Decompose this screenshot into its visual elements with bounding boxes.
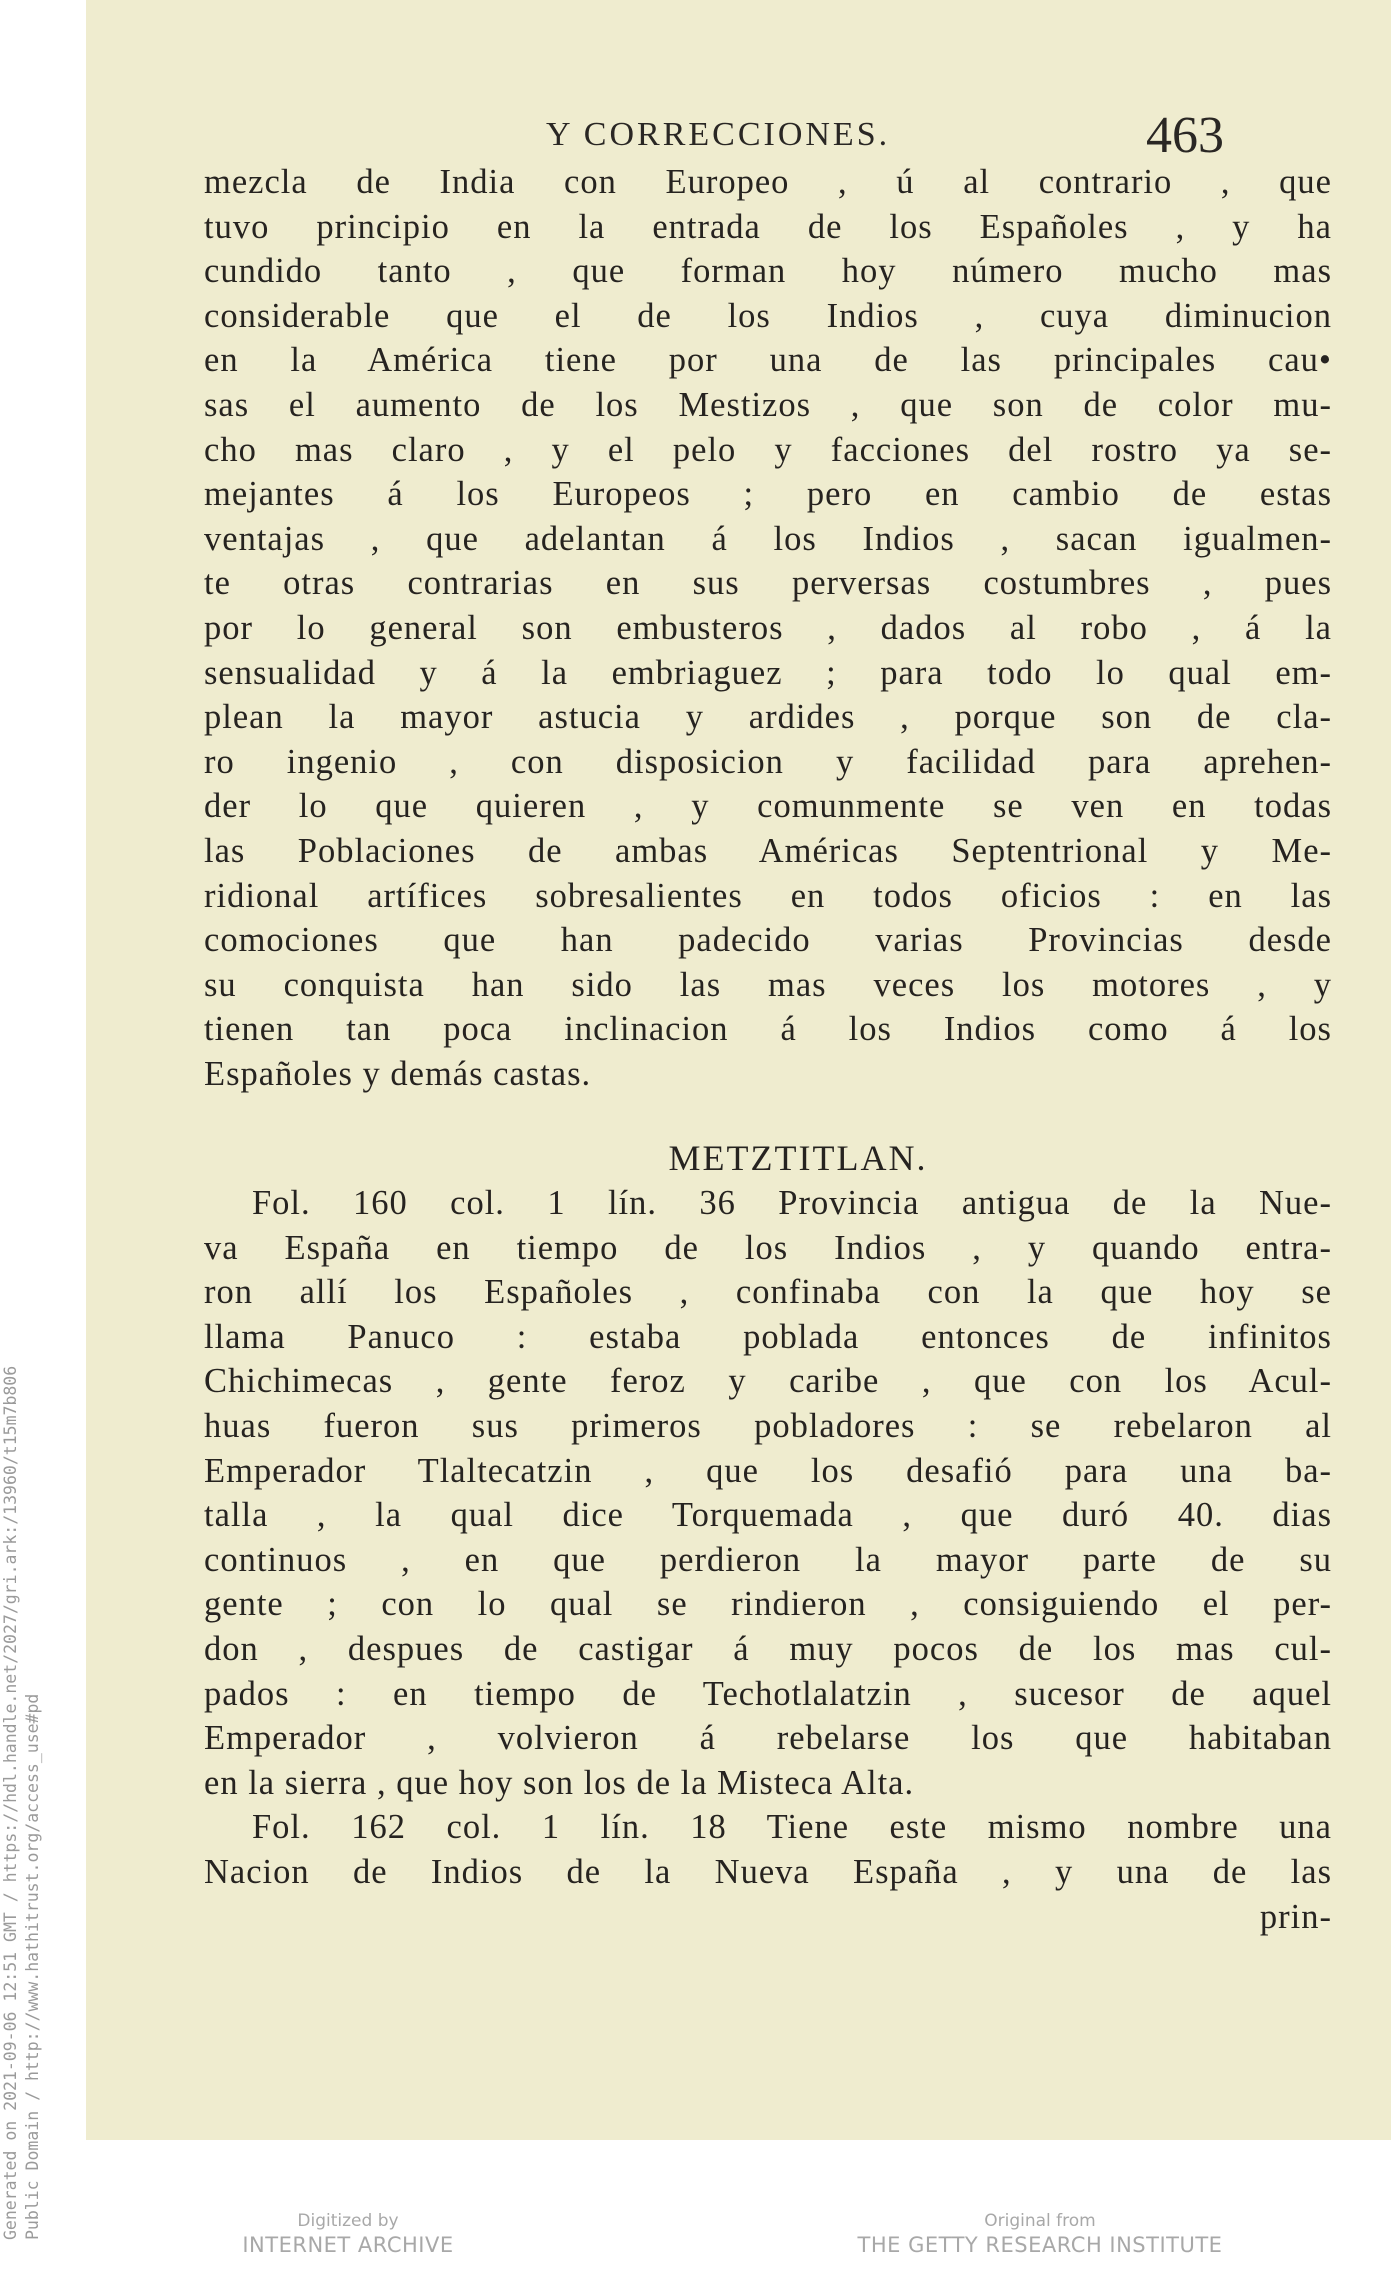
text-line: considerable que el de los Indios , cuya diminucion bbox=[204, 296, 1332, 335]
text-line: cho mas claro , y el pelo y facciones del rostro ya se- bbox=[204, 430, 1332, 469]
access-stamp-line-1: Generated on 2021-09-06 12:51 GMT / https://hdl.handle.net/2027/gri.ark:/13960/t15m7b806 bbox=[1, 1365, 20, 2240]
text-line: por lo general son embusteros , dados al robo , á la bbox=[204, 608, 1332, 647]
text-line: te otras contrarias en sus perversas costumbres , pues bbox=[204, 564, 1332, 603]
text-line: continuos , en que perdieron la mayor parte de su bbox=[204, 1540, 1332, 1579]
text-line: talla , la qual dice Torquemada , que duró 40. dias bbox=[204, 1496, 1332, 1535]
original-from-label: Original from bbox=[984, 2211, 1096, 2231]
section-heading: METZTITLAN. bbox=[668, 1138, 928, 1179]
text-line: comociones que han padecido varias Provincias desde bbox=[204, 921, 1332, 960]
getty-institute-label: THE GETTY RESEARCH INSTITUTE bbox=[857, 2233, 1223, 2257]
text-line: Emperador Tlaltecatzin , que los desafió para una ba- bbox=[204, 1451, 1332, 1490]
text-line: tuvo principio en la entrada de los Españoles , y ha bbox=[204, 207, 1332, 246]
text-line: tienen tan poca inclinacion á los Indios como á los bbox=[204, 1010, 1332, 1049]
original-from-credit bbox=[850, 2210, 1230, 2258]
body-text bbox=[204, 160, 1332, 1939]
text-line: Chichimecas , gente feroz y caribe , que con los Acul- bbox=[204, 1362, 1332, 1401]
book-page bbox=[86, 0, 1391, 2140]
text-line: mezcla de India con Europeo , ú al contrario , que bbox=[204, 163, 1332, 201]
text-line: Nacion de Indios de la Nueva España , y una de las bbox=[204, 1852, 1332, 1891]
text-line: Españoles y demás castas. bbox=[204, 1054, 592, 1093]
text-line: plean la mayor astucia y ardides , porque son de cla- bbox=[204, 698, 1332, 737]
text-line: pados : en tiempo de Techotlalatzin , sucesor de aquel bbox=[204, 1674, 1332, 1713]
text-line: va España en tiempo de los Indios , y quando entra- bbox=[204, 1228, 1332, 1267]
paragraph-metztitlan bbox=[204, 1181, 1332, 1805]
running-head bbox=[86, 108, 1391, 168]
text-line: der lo que quieren , y comunmente se ven en todas bbox=[204, 787, 1332, 826]
text-line: gente ; con lo qual se rindieron , consiguiendo el per- bbox=[204, 1585, 1332, 1624]
paragraph-nacion bbox=[204, 1805, 1332, 1894]
text-line: llama Panuco : estaba poblada entonces de infinitos bbox=[204, 1317, 1332, 1356]
internet-archive-label: INTERNET ARCHIVE bbox=[242, 2233, 454, 2257]
digitized-by-credit bbox=[238, 2210, 458, 2258]
page-number: 463 bbox=[1146, 107, 1224, 164]
running-title: Y CORRECCIONES. bbox=[546, 116, 891, 153]
text-line: huas fueron sus primeros pobladores : se rebelaron al bbox=[204, 1407, 1332, 1446]
text-line: cundido tanto , que forman hoy número mucho mas bbox=[204, 252, 1332, 291]
text-line: su conquista han sido las mas veces los motores , y bbox=[204, 965, 1332, 1004]
text-line: ron allí los Españoles , confinaba con la que hoy se bbox=[204, 1273, 1332, 1312]
text-line: Emperador , volvieron á rebelarse los que habitaban bbox=[204, 1719, 1332, 1758]
text-line: mejantes á los Europeos ; pero en cambio de estas bbox=[204, 475, 1332, 514]
paragraph-mestizos bbox=[204, 160, 1332, 1096]
access-stamp-line-2: Public Domain / http://www.hathitrust.org/access_use#pd bbox=[23, 1693, 42, 2240]
text-line: en la América tiene por una de las principales cau• bbox=[204, 341, 1332, 380]
text-line: ridional artífices sobresalientes en todos oficios : en las bbox=[204, 876, 1332, 915]
text-line: Fol. 162 col. 1 lín. 18 Tiene este mismo nombre una bbox=[252, 1808, 1332, 1847]
text-line: don , despues de castigar á muy pocos de los mas cul- bbox=[204, 1630, 1332, 1668]
text-line: sas el aumento de los Mestizos , que son de color mu- bbox=[204, 385, 1332, 424]
text-line: Fol. 160 col. 1 lín. 36 Provincia antigua de la Nue- bbox=[252, 1184, 1332, 1223]
text-line: ro ingenio , con disposicion y facilidad para aprehen- bbox=[204, 742, 1332, 781]
access-stamp bbox=[0, 1366, 44, 2240]
text-line: sensualidad y á la embriaguez ; para todo lo qual em- bbox=[204, 653, 1332, 692]
text-line: en la sierra , que hoy son los de la Misteca Alta. bbox=[204, 1763, 915, 1802]
text-line: ventajas , que adelantan á los Indios , sacan igualmen- bbox=[204, 519, 1332, 558]
digitized-by-label: Digitized by bbox=[297, 2211, 399, 2231]
catchword: prin- bbox=[1259, 1897, 1332, 1936]
text-line: las Poblaciones de ambas Américas Septentrional y Me- bbox=[204, 831, 1332, 870]
